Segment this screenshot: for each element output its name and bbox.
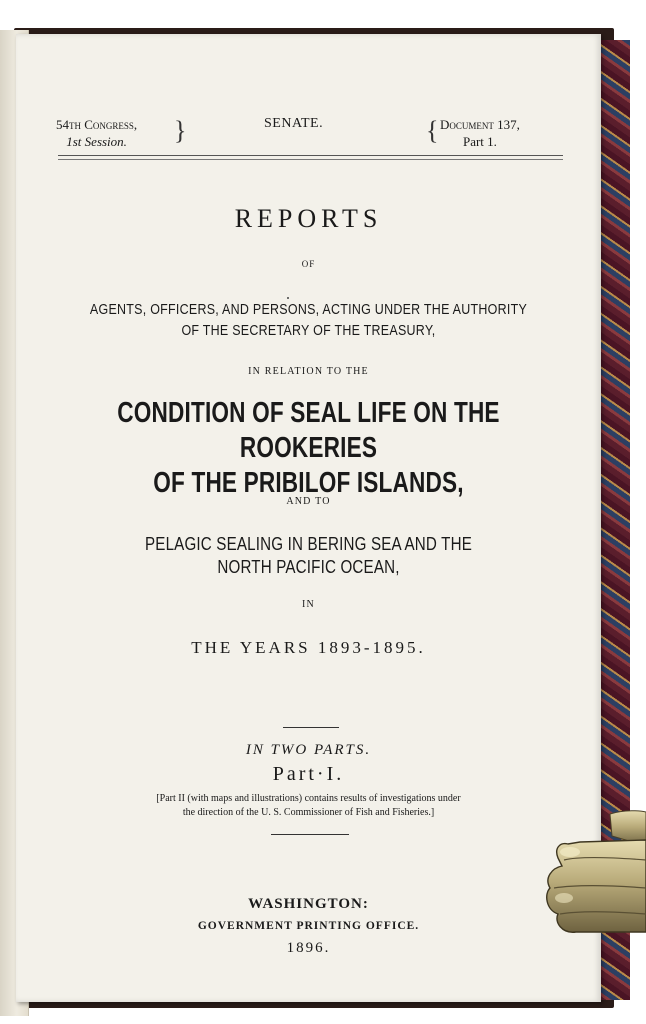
imprint-city: WASHINGTON: [248, 896, 369, 912]
print-speck [287, 297, 289, 299]
congress-label: 54th Congress, [56, 117, 138, 132]
condition-line-2: OF THE PRIBILOF ISLANDS, [153, 467, 464, 499]
part-one-label: Part·I. [272, 763, 345, 785]
right-brace: } [174, 116, 187, 145]
pelagic-line-2: NORTH PACIFIC OCEAN, [217, 556, 400, 577]
brass-clasp-icon [540, 806, 646, 946]
condition-title [80, 396, 536, 501]
imprint-office: GOVERNMENT PRINTING OFFICE. [197, 920, 420, 932]
reports-title: REPORTS [234, 204, 383, 233]
title-page [16, 34, 601, 1002]
note-line-1: [Part II (with maps and illustrations) contains results of investigations under [156, 793, 461, 804]
document-number [440, 116, 520, 150]
session-label: 1st Session. [66, 134, 127, 149]
note-line-2: the direction of the U. S. Commissioner of Fish and Fisheries.] [182, 807, 435, 818]
congress-session [56, 116, 137, 150]
in-label: IN [302, 599, 315, 610]
section-rule-1 [283, 727, 339, 728]
section-rule-2 [271, 834, 349, 835]
pelagic-title [69, 532, 549, 578]
in-relation-label: IN RELATION TO THE [248, 366, 369, 377]
part-two-note [16, 792, 601, 820]
part-label: Part 1. [462, 134, 497, 149]
two-parts-label: IN TWO PARTS. [245, 742, 372, 758]
years-title: THE YEARS 1893-1895. [191, 638, 426, 657]
agents-line-1: AGENTS, OFFICERS, AND PERSONS, ACTING UNDER THE AUTHORITY [89, 302, 528, 318]
condition-line-1: CONDITION OF SEAL LIFE ON THE ROOKERIES [117, 397, 500, 464]
senate-label: SENATE. [264, 116, 324, 131]
left-brace: { [426, 116, 439, 145]
agents-block [57, 300, 560, 342]
header-rule [58, 155, 563, 160]
document-header [16, 116, 601, 156]
imprint-year: 1896. [286, 940, 331, 956]
of-label: OF [301, 259, 316, 269]
agents-line-2: OF THE SECRETARY OF THE TREASURY, [181, 323, 436, 339]
and-to-label: AND TO [286, 496, 331, 507]
pelagic-line-1: PELAGIC SEALING IN BERING SEA AND THE [144, 533, 472, 554]
document-label: Document 137, [440, 117, 520, 132]
